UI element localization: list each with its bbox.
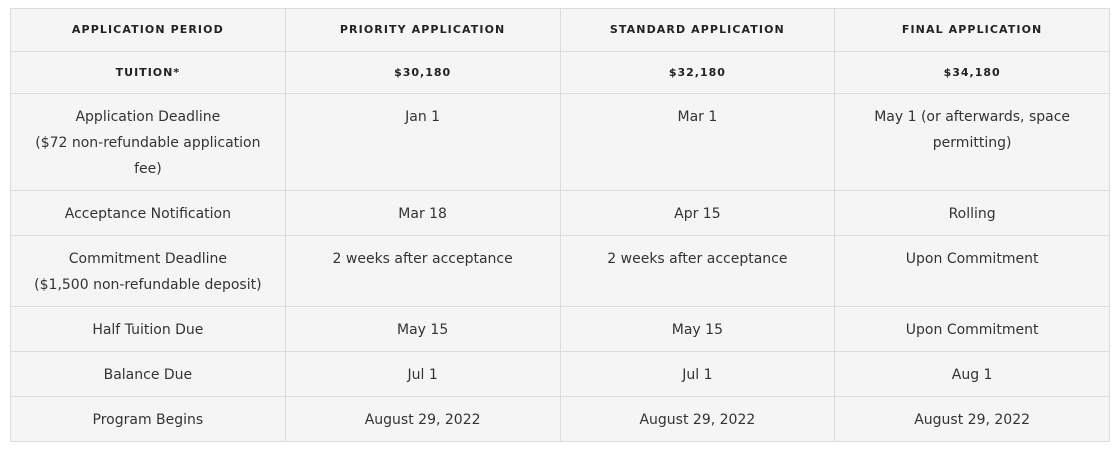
cell-standard: Mar 1 (560, 94, 835, 191)
cell-priority: Mar 18 (285, 191, 560, 236)
table-row-half-tuition-due (11, 307, 1110, 352)
row-label: Balance Due (103, 367, 193, 383)
row-label: Commitment Deadline (68, 251, 227, 267)
cell-final: Rolling (835, 191, 1110, 236)
tuition-row (11, 52, 1110, 94)
row-label-cell (11, 307, 286, 352)
row-sublabel: ($1,500 non-refundable deposit) (34, 277, 262, 293)
tuition-standard: $32,180 (560, 52, 835, 94)
row-label-cell (11, 352, 286, 397)
table-row-application-deadline (11, 94, 1110, 191)
tuition-schedule-table (10, 8, 1110, 442)
cell-priority: May 15 (285, 307, 560, 352)
tuition-final: $34,180 (835, 52, 1110, 94)
row-label: Half Tuition Due (92, 322, 204, 338)
table-row-commitment-deadline (11, 236, 1110, 307)
cell-final: May 1 (or afterwards, space permitting) (835, 94, 1110, 191)
row-label: Application Deadline (75, 109, 221, 125)
cell-priority: 2 weeks after acceptance (285, 236, 560, 307)
tuition-table-container (10, 8, 1110, 442)
row-label-cell (11, 236, 286, 307)
header-standard-application: STANDARD APPLICATION (560, 9, 835, 52)
cell-final: Upon Commitment (835, 236, 1110, 307)
table-header-row (11, 9, 1110, 52)
cell-final: Aug 1 (835, 352, 1110, 397)
header-application-period: APPLICATION PERIOD (11, 9, 286, 52)
cell-standard: May 15 (560, 307, 835, 352)
cell-final: Upon Commitment (835, 307, 1110, 352)
cell-standard: 2 weeks after acceptance (560, 236, 835, 307)
row-label: Program Begins (92, 412, 204, 428)
cell-final: August 29, 2022 (835, 397, 1110, 442)
table-row-balance-due (11, 352, 1110, 397)
cell-standard: Apr 15 (560, 191, 835, 236)
table-row-acceptance-notification (11, 191, 1110, 236)
cell-standard: August 29, 2022 (560, 397, 835, 442)
cell-priority: August 29, 2022 (285, 397, 560, 442)
cell-priority: Jul 1 (285, 352, 560, 397)
cell-priority: Jan 1 (285, 94, 560, 191)
row-label-cell (11, 397, 286, 442)
row-sublabel: ($72 non-refundable application fee) (35, 135, 261, 177)
cell-standard: Jul 1 (560, 352, 835, 397)
row-label-cell (11, 94, 286, 191)
table-row-program-begins (11, 397, 1110, 442)
tuition-priority: $30,180 (285, 52, 560, 94)
tuition-label: TUITION* (11, 52, 286, 94)
header-final-application: FINAL APPLICATION (835, 9, 1110, 52)
header-priority-application: PRIORITY APPLICATION (285, 9, 560, 52)
row-label: Acceptance Notification (64, 206, 231, 222)
row-label-cell (11, 191, 286, 236)
